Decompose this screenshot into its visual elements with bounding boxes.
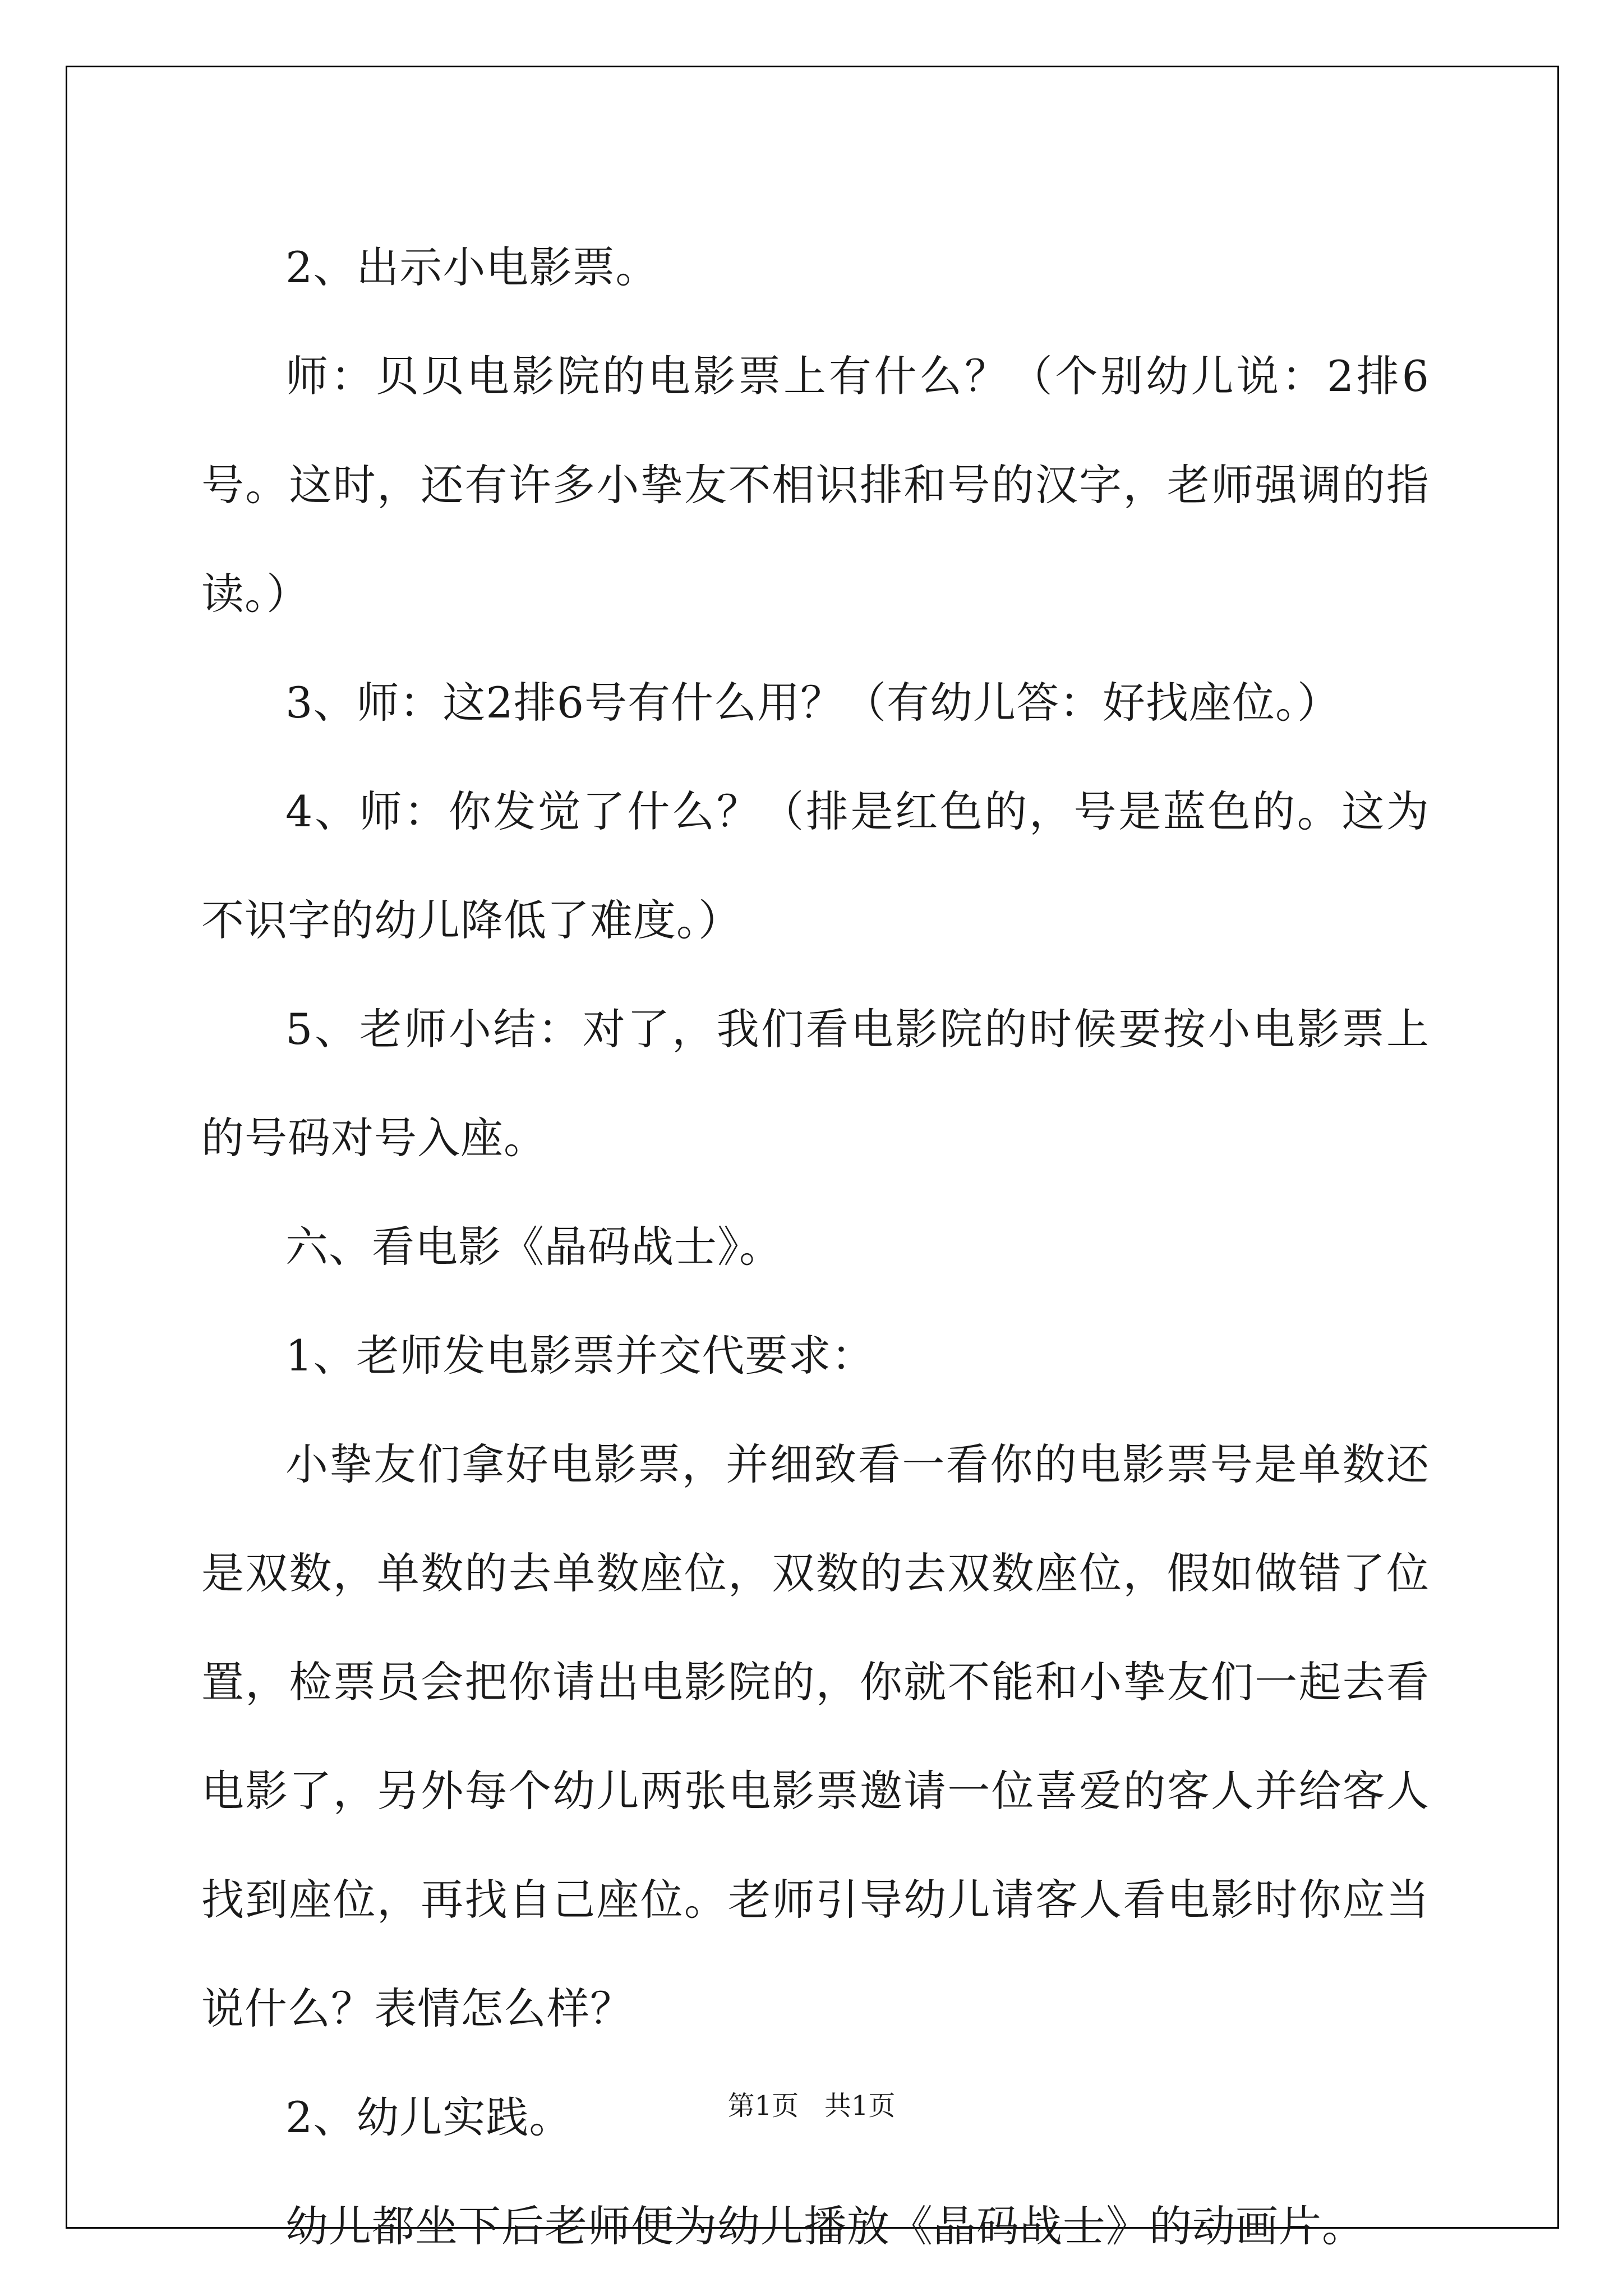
paragraph: 1、老师发电影票并交代要求：	[285, 1331, 875, 1381]
paragraph: 2、幼儿实践。	[285, 2092, 573, 2142]
paragraph: 3、师：这2排6号有什么用？（有幼儿答：好找座位。）	[285, 678, 1341, 728]
paragraph: 4、师：你发觉了什么？（排是红色的，号是蓝色的。这为不识字的幼儿降低了难度。）	[201, 786, 1430, 945]
section-heading: 六、看电影《晶码战士》。	[285, 1222, 782, 1272]
paragraph: 师：贝贝电影院的电影票上有什么？（个别幼儿说：2排6号。这时，还有许多小挚友不相识排和号的汉字，老师强调的指读。）	[201, 351, 1430, 619]
page-footer: 第1页 共1页	[727, 2090, 896, 2122]
paragraph: 幼儿都坐下后老师便为幼儿播放《晶码战士》的动画片。	[285, 2201, 1365, 2251]
document-body	[201, 213, 1430, 2281]
paragraph: 2、出示小电影票。	[285, 242, 659, 292]
paragraph: 小挚友们拿好电影票，并细致看一看你的电影票号是单数还是双数，单数的去单数座位，双数的去双数座位，假如做错了位置，检票员会把你请出电影院的，你就不能和小挚友们一起去看电影了，另外每个幼儿两张电影票邀请一位喜爱的客人并给客人找到座位，再找自己座位。老师引导幼儿请客人看电影时你应当说什么？表情怎么样？	[201, 1439, 1430, 2033]
paragraph: 5、老师小结：对了，我们看电影院的时候要按小电影票上的号码对号入座。	[201, 1004, 1430, 1163]
